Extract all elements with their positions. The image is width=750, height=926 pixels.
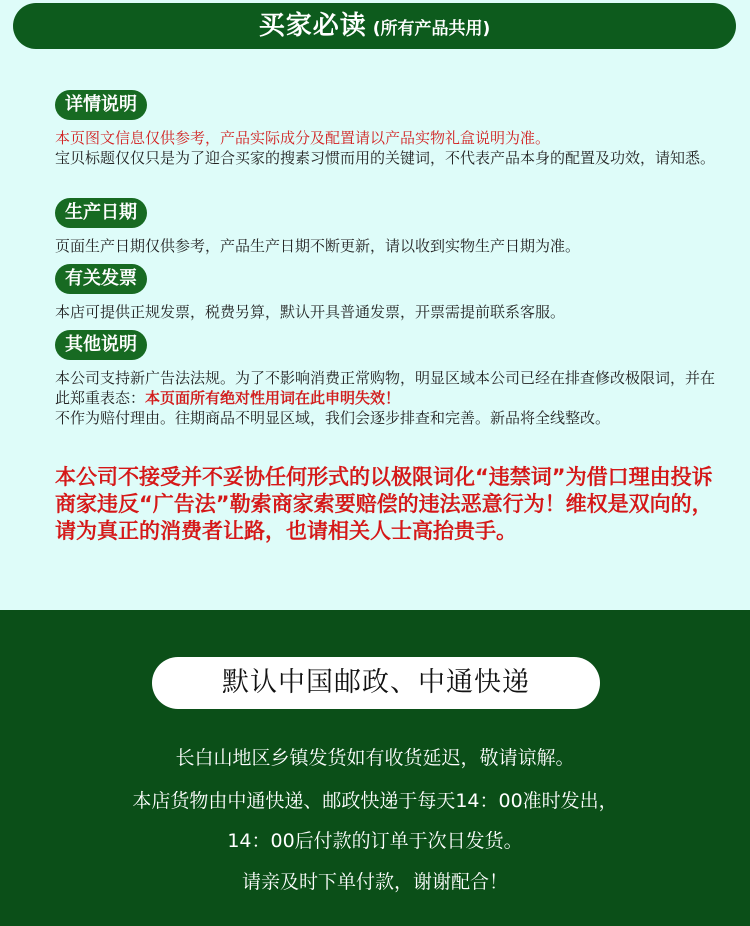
- page-subtitle: (所有产品共用): [372, 19, 491, 39]
- page-title: 买家必读: [258, 11, 367, 41]
- details-label: 详情说明: [55, 90, 147, 120]
- anti-extortion-notice: 本公司不接受并不妥协任何形式的以极限词化“违禁词”为借口理由投诉商家违反“广告法”勒索商家索要赔偿的违法恶意行为！维权是双向的，请为真正的消费者让路，也请相关人士高抬贵手。: [55, 465, 713, 543]
- title-bar: [13, 3, 736, 49]
- shipping-line: 长白山地区乡镇发货如有收货延迟，敬请谅解。: [175, 747, 575, 769]
- production-date-label: 生产日期: [55, 198, 147, 228]
- details-red-line: 本页图文信息仅供参考，产品实际成分及配置请以产品实物礼盒说明为准。: [55, 129, 551, 147]
- invoice-label: 有关发票: [55, 264, 147, 294]
- invoice-text: 本店可提供正规发票，税费另算，默认开具普通发票，开票需提前联系客服。: [55, 303, 566, 321]
- other-text: [55, 368, 715, 428]
- shipping-line: 14：00后付款的订单于次日发货。: [227, 830, 523, 852]
- other-text-b: 不作为赔付理由。往期商品不明显区域，我们会逐步排查和完善。新品将全线整改。: [55, 409, 611, 427]
- shipping-line: 请亲及时下单付款，谢谢配合！: [241, 871, 508, 893]
- details-text: [55, 128, 715, 168]
- other-label: 其他说明: [55, 330, 147, 360]
- details-rest: 宝贝标题仅仅只是为了迎合买家的搜素习惯而用的关键词，不代表产品本身的配置及功效，请知悉。: [55, 149, 716, 167]
- other-text-a: 本公司支持新广告法法规。为了不影响消费正常购物，明显区域本公司已经在排查修改极限词，并在此郑重表态：: [55, 369, 716, 407]
- production-date-text: 页面生产日期仅供参考，产品生产日期不断更新，请以收到实物生产日期为准。: [55, 237, 581, 255]
- shipping-line: 本店货物由中通快递、邮政快递于每天14：00准时发出，: [132, 790, 618, 812]
- other-text-red: 本页面所有绝对性用词在此申明失效！: [145, 389, 401, 407]
- shipping-carrier-badge: 默认中国邮政、中通快递: [152, 657, 600, 709]
